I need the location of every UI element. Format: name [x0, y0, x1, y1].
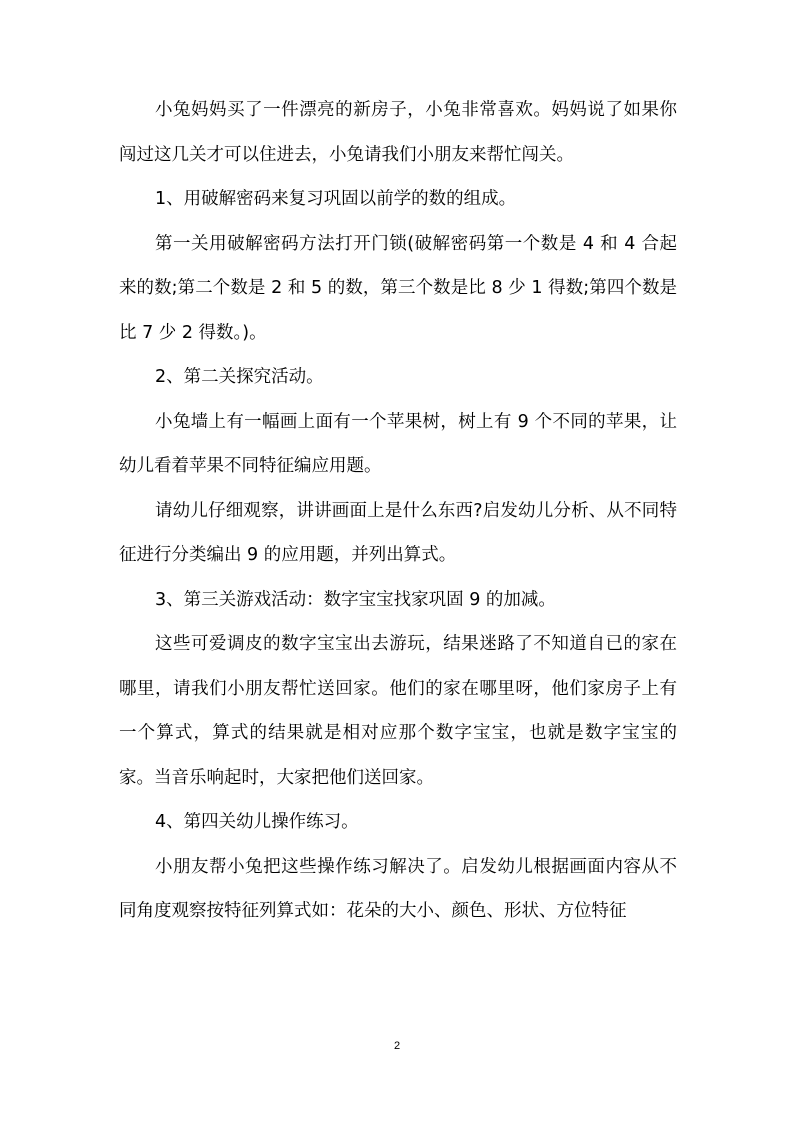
paragraph-step-2-heading: 2、第二关探究活动。 [155, 367, 324, 387]
paragraph-step-3-body: 这些可爱调皮的数字宝宝出去游玩，结果迷路了不知道自已的家在哪里，请我们小朋友帮忙送回家。他们的家在哪里呀，他们家房子上有一个算式，算式的结果就是相对应那个数字宝宝，也就是数字宝宝的家。当音乐响起时，大家把他们送回家。 [119, 634, 677, 788]
paragraph-step-2-body: 小兔墙上有一幅画上面有一个苹果树，树上有 9 个不同的苹果，让幼儿看着苹果不同特征编应用题。 [119, 411, 677, 476]
paragraph-intro: 小兔妈妈买了一件漂亮的新房子，小兔非常喜欢。妈妈说了如果你闯过这几关才可以住进去，小兔请我们小朋友来帮忙闯关。 [119, 100, 677, 165]
paragraph-step-4-heading: 4、第四关幼儿操作练习。 [155, 812, 359, 832]
paragraph-step-4-body: 小朋友帮小兔把这些操作练习解决了。启发幼儿根据画面内容从不同角度观察按特征列算式如：花朵的大小、颜色、形状、方位特征 [119, 856, 677, 921]
page-number: 2 [393, 1040, 401, 1052]
paragraph-step-1-heading: 1、用破解密码来复习巩固以前学的数的组成。 [155, 189, 517, 209]
document-body [119, 88, 677, 934]
paragraph-step-2-detail: 请幼儿仔细观察，讲讲画面上是什么东西?启发幼儿分析、从不同特征进行分类编出 9 的应用题，并列出算式。 [119, 500, 677, 565]
paragraph-step-1-body: 第一关用破解密码方法打开门锁(破解密码第一个数是 4 和 4 合起来的数;第二个数是 2 和 5 的数，第三个数是比 8 少 1 得数;第四个数是比 7 少 2 得数。)。 [119, 233, 677, 343]
paragraph-step-3-heading: 3、第三关游戏活动：数字宝宝找家巩固 9 的加减。 [155, 589, 556, 610]
